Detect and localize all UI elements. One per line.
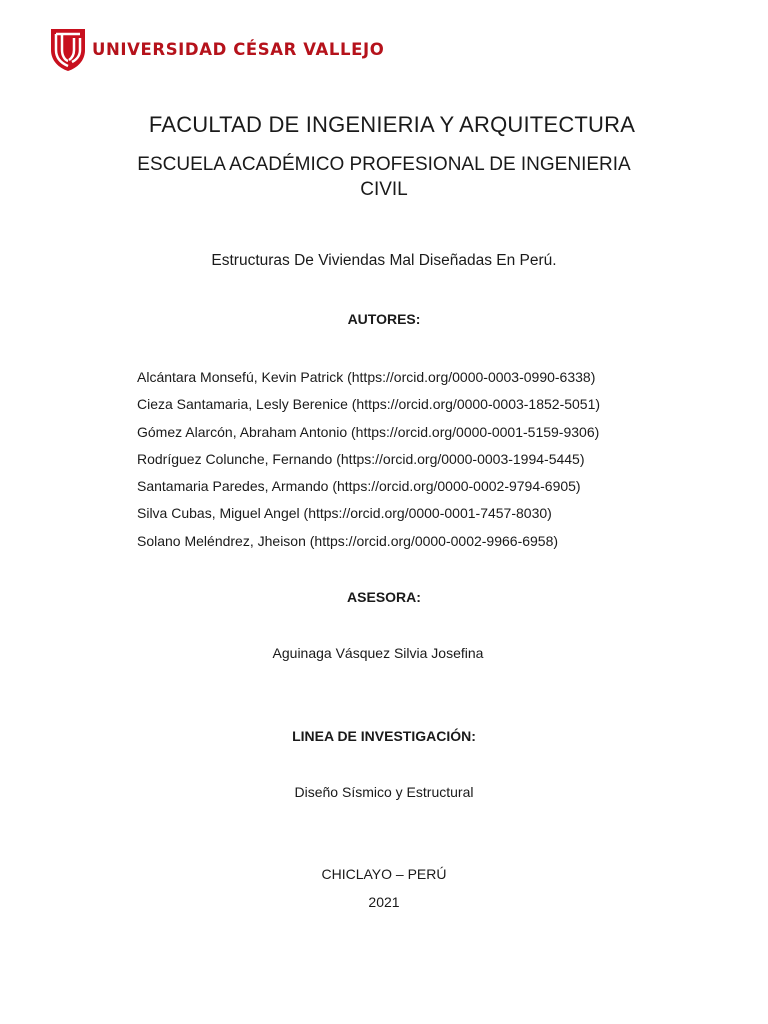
school-title-line2: CIVIL <box>360 179 408 200</box>
research-line-heading: LINEA DE INVESTIGACIÓN: <box>292 728 476 744</box>
university-shield-icon <box>50 28 86 72</box>
research-line: Diseño Sísmico y Estructural <box>294 784 474 800</box>
author-item: Santamaria Paredes, Armando (https://orcid.org/0000-0002-9794-6905) <box>137 478 581 495</box>
location: CHICLAYO – PERÚ <box>321 866 447 882</box>
author-item: Cieza Santamaria, Lesly Berenice (https://orcid.org/0000-0003-1852-5051) <box>137 396 601 413</box>
university-logo <box>50 28 384 72</box>
author-item: Gómez Alarcón, Abraham Antonio (https://orcid.org/0000-0001-5159-9306) <box>137 423 600 440</box>
school-title <box>0 152 768 202</box>
year: 2021 <box>368 894 400 910</box>
authors-heading: AUTORES: <box>347 311 421 327</box>
advisor-heading: ASESORA: <box>347 589 421 605</box>
author-item: Rodríguez Colunche, Fernando (https://orcid.org/0000-0003-1994-5445) <box>137 450 585 467</box>
faculty-title: FACULTAD DE INGENIERIA Y ARQUITECTURA <box>148 112 636 137</box>
author-item: Solano Meléndrez, Jheison (https://orcid.org/0000-0002-9966-6958) <box>137 532 559 549</box>
author-item: Silva Cubas, Miguel Angel (https://orcid.org/0000-0001-7457-8030) <box>137 505 552 522</box>
advisor-name: Aguinaga Vásquez Silvia Josefina <box>272 645 484 661</box>
university-name: UNIVERSIDAD CÉSAR VALLEJO <box>92 39 385 59</box>
school-title-line1: ESCUELA ACADÉMICO PROFESIONAL DE INGENIERIA <box>137 154 631 175</box>
authors-list <box>137 364 600 555</box>
author-item: Alcántara Monsefú, Kevin Patrick (https://orcid.org/0000-0003-0990-6338) <box>137 369 596 385</box>
document-title: Estructuras De Viviendas Mal Diseñadas En Perú. <box>211 252 557 269</box>
